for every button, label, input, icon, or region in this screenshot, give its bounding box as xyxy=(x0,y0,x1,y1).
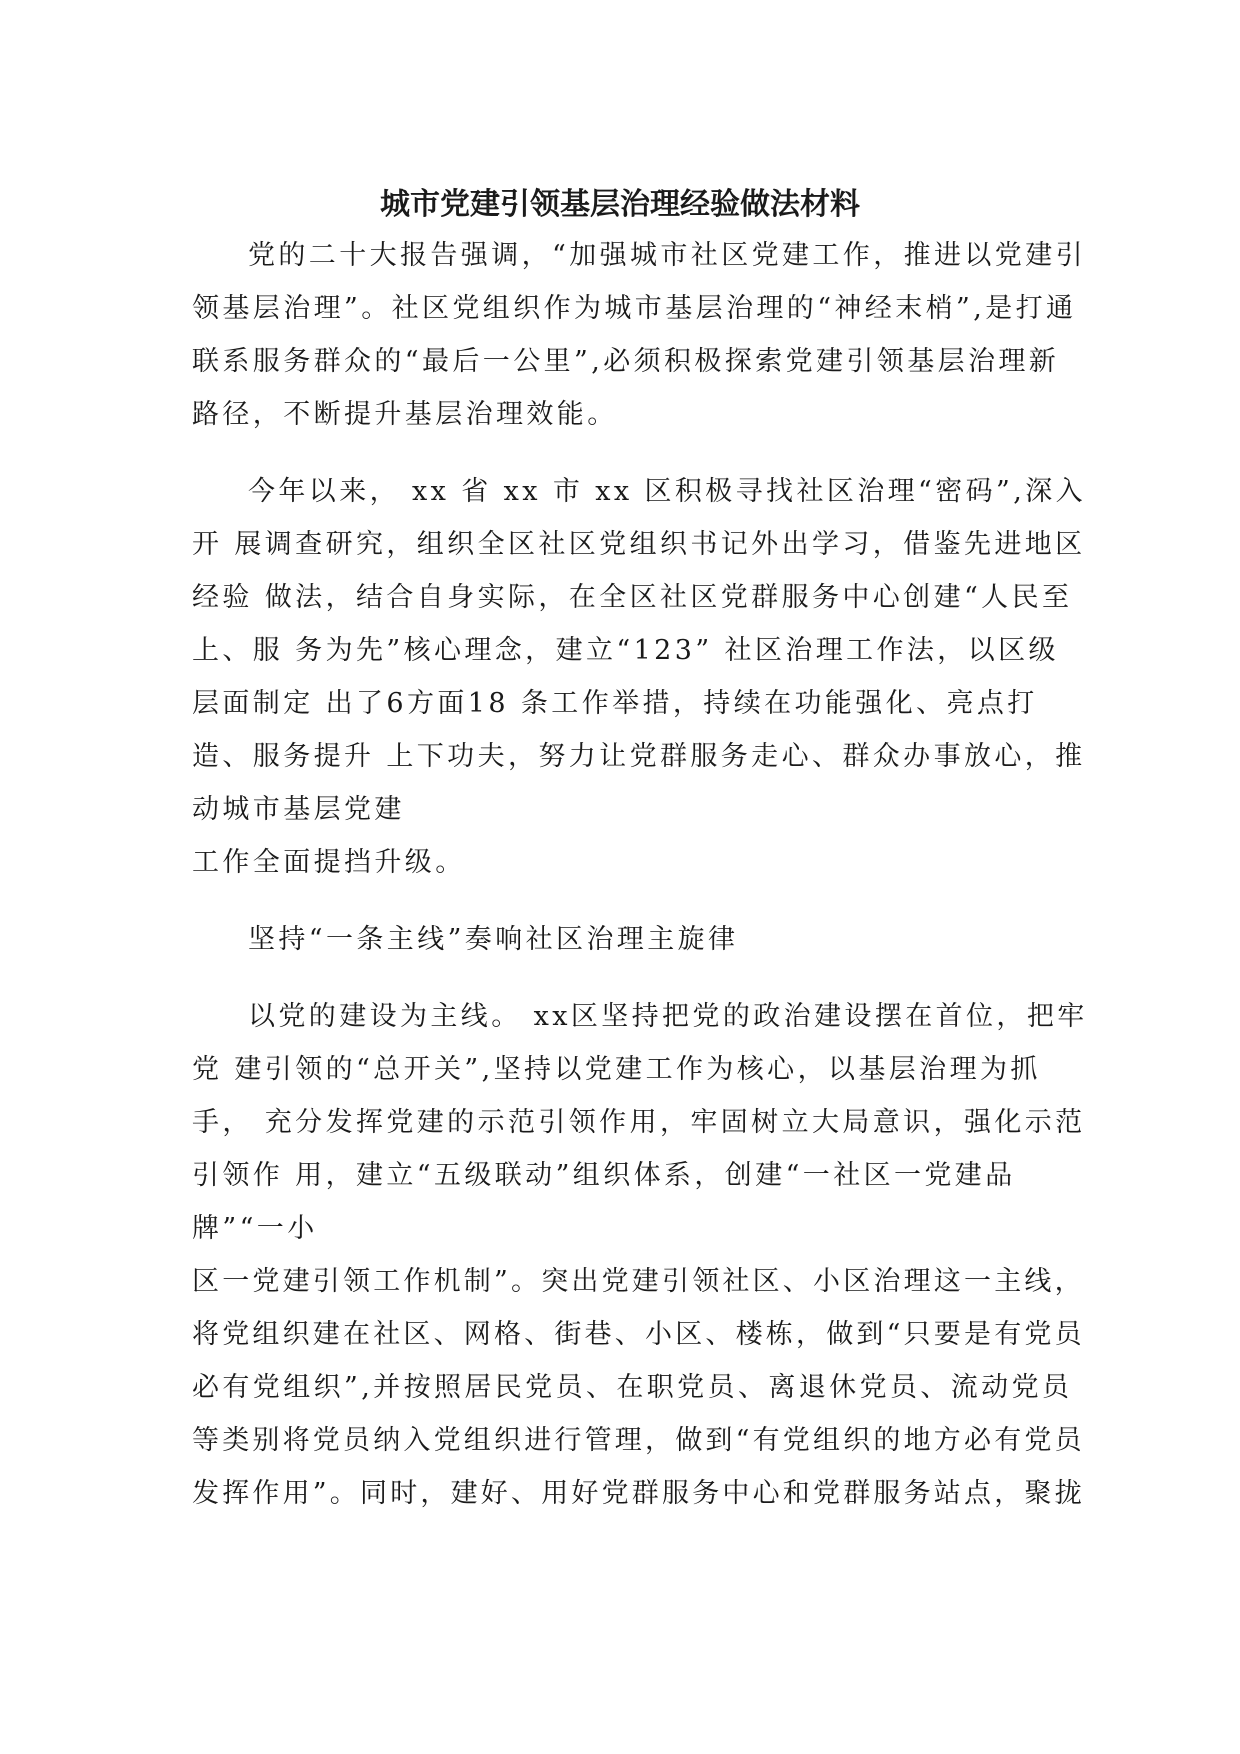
paragraph-line: 引领作 用，建立“五级联动”组织体系，创建“一社区一党建品 xyxy=(192,1160,1016,1191)
paragraph-line: 必有党组织”,并按照居民党员、在职党员、离退休党员、流动党员 xyxy=(192,1372,1073,1403)
paragraph-line: 党的二十大报告强调，“加强城市社区党建工作，推进以党建引 xyxy=(248,240,1087,271)
paragraph-line: 路径，不断提升基层治理效能。 xyxy=(192,399,618,430)
paragraph-line: 等类别将党员纳入党组织进行管理，做到“有党组织的地方必有党员 xyxy=(192,1425,1085,1456)
paragraph-line: 上、服 务为先”核心理念，建立“123” 社区治理工作法，以区级 xyxy=(192,635,1059,666)
paragraph-line: 区一党建引领工作机制”。突出党建引领社区、小区治理这一主线， xyxy=(192,1266,1085,1297)
paragraph-line: 造、服务提升 上下功夫，努力让党群服务走心、群众办事放心，推 xyxy=(192,741,1086,772)
paragraph-line: 层面制定 出了6方面18 条工作举措，持续在功能强化、亮点打 xyxy=(192,688,1038,719)
paragraph-line: 经验 做法，结合自身实际，在全区社区党群服务中心创建“人民至 xyxy=(192,582,1073,613)
document-title: 城市党建引领基层治理经验做法材料 xyxy=(380,187,860,222)
section-heading: 坚持“一条主线”奏响社区治理主旋律 xyxy=(248,924,739,955)
paragraph-line: 将党组织建在社区、网格、街巷、小区、楼栋，做到“只要是有党员 xyxy=(192,1319,1085,1350)
paragraph-line: 发挥作用”。同时，建好、用好党群服务中心和党群服务站点，聚拢 xyxy=(192,1478,1085,1509)
paragraph-line: 今年以来， xx 省 xx 市 xx 区积极寻找社区治理“密码”,深入 xyxy=(248,476,1087,507)
paragraph-line: 党 建引领的“总开关”,坚持以党建工作为核心，以基层治理为抓 xyxy=(192,1054,1041,1085)
paragraph-line: 动城市基层党建 xyxy=(192,794,405,825)
paragraph-line: 牌”“一小 xyxy=(192,1213,318,1244)
paragraph-line: 开 展调查研究，组织全区社区党组织书记外出学习，借鉴先进地区 xyxy=(192,529,1086,560)
paragraph-line: 联系服务群众的“最后一公里”,必须积极探索党建引领基层治理新 xyxy=(192,346,1060,377)
paragraph-line: 领基层治理”。社区党组织作为城市基层治理的“神经末梢”,是打通 xyxy=(192,293,1077,324)
paragraph-line: 工作全面提挡升级。 xyxy=(192,847,466,878)
paragraph-line: 以党的建设为主线。 xx区坚持把党的政治建设摆在首位，把牢 xyxy=(248,1001,1088,1032)
paragraph-line: 手， 充分发挥党建的示范引领作用，牢固树立大局意识，强化示范 xyxy=(192,1107,1086,1138)
